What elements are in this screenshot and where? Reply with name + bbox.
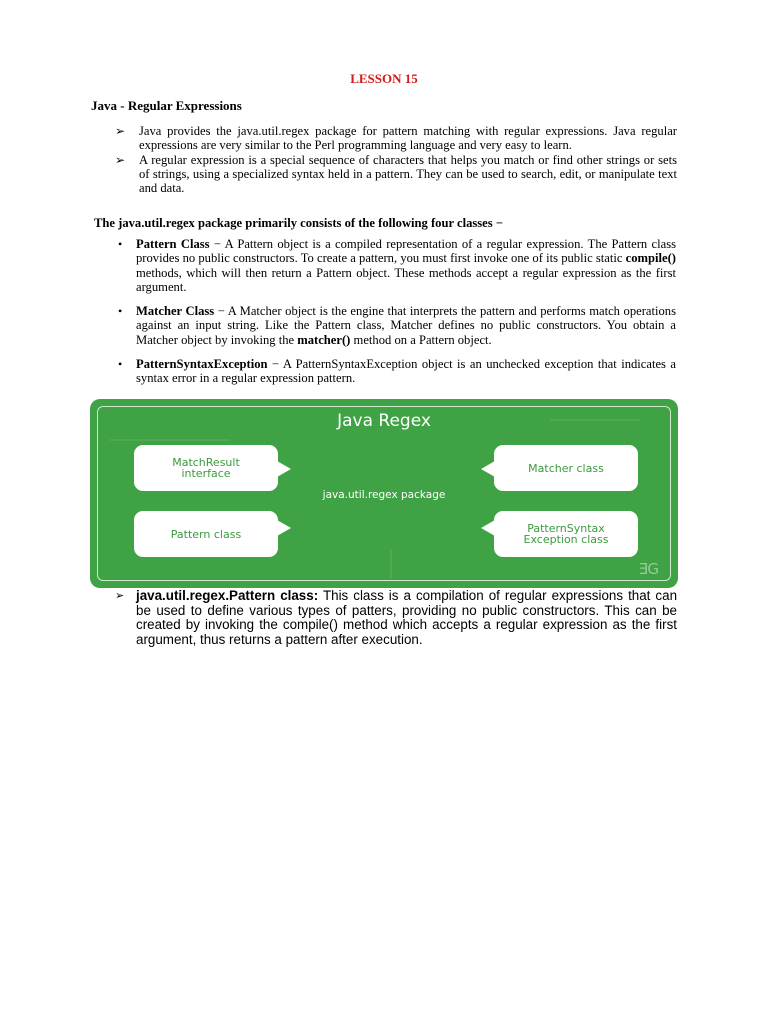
pattern-syntax-exception-box bbox=[494, 511, 638, 557]
method-name: matcher() bbox=[297, 332, 351, 347]
arrow-bullet-icon: ➢ bbox=[115, 124, 126, 138]
pattern-class-box bbox=[134, 511, 278, 557]
intro-list bbox=[115, 124, 677, 195]
section-heading: Java - Regular Expressions bbox=[91, 98, 242, 113]
arrow-bullet-icon: ➢ bbox=[115, 152, 126, 167]
class-separator: − bbox=[267, 357, 283, 372]
class-name: Pattern Class bbox=[136, 237, 210, 251]
diagram-title: Java Regex bbox=[337, 411, 431, 431]
intro-point bbox=[115, 124, 677, 153]
lesson-title: LESSON 15 bbox=[350, 71, 418, 86]
pattern-class-label: Pattern class bbox=[170, 527, 242, 541]
pattern-class-heading: java.util.regex.Pattern class: bbox=[136, 588, 319, 603]
class-item-pattern-syntax-exception bbox=[118, 357, 676, 386]
pattern-class-point bbox=[115, 589, 677, 647]
class-description: A Pattern object is a compiled representation of a regular expression. The Pattern class provides no public constructors. To create a pattern, you must first invoke one of its public static bbox=[136, 237, 676, 266]
class-description-end: method on a Pattern object. bbox=[350, 332, 492, 347]
method-name: compile() bbox=[625, 251, 676, 266]
class-item-pattern bbox=[118, 237, 676, 294]
class-separator: − bbox=[209, 237, 225, 251]
pattern-class-list bbox=[115, 589, 677, 647]
match-result-label: MatchResult interface bbox=[172, 456, 240, 480]
bullet-icon: • bbox=[118, 237, 123, 251]
arrow-pointer-icon bbox=[277, 520, 291, 536]
bullet-icon: • bbox=[118, 304, 123, 319]
class-description-end: methods, which will then return a Pattern object. These methods accept a regular expression as the first argument. bbox=[136, 265, 676, 294]
matcher-class-label: Matcher class bbox=[528, 461, 604, 475]
classes-heading: The java.util.regex package primarily consists of the following four classes − bbox=[94, 216, 503, 230]
arrow-pointer-icon bbox=[481, 461, 495, 477]
class-name: Matcher Class bbox=[136, 304, 215, 319]
arrow-bullet-icon: ➢ bbox=[115, 589, 125, 602]
intro-point-text: A regular expression is a special sequence of characters that helps you match or find other strings or sets of strings, using a specialized syntax held in a pattern. They can be used to search, edit, or manipulate text and data. bbox=[139, 152, 677, 196]
pattern-class-text: This class is a compilation of regular expressions that can be used to define various types of patters, providing no public constructors. This can be created by invoking the compile() method which accepts a regular expression as the first argument, thus returns a pattern after execution. bbox=[136, 588, 678, 647]
intro-point-text: Java provides the java.util.regex package for pattern matching with regular expressions. Java regular expressions are very similar to the Perl programming language and very easy to learn. bbox=[139, 124, 677, 153]
class-description: A PatternSyntaxException object is an unchecked exception that indicates a syntax error in a regular expression pattern. bbox=[136, 357, 676, 386]
diagram-center-label: java.util.regex package bbox=[322, 489, 446, 501]
class-description: A Matcher object is the engine that interprets the pattern and performs match operations against an input string. Like the Pattern class, Matcher defines no public constructors. You obtain a Matcher object by invoking the bbox=[136, 304, 676, 347]
class-separator: − bbox=[214, 304, 228, 319]
java-regex-diagram bbox=[90, 399, 678, 588]
class-item-matcher bbox=[118, 304, 676, 347]
matcher-class-box bbox=[494, 445, 638, 491]
arrow-pointer-icon bbox=[481, 520, 495, 536]
match-result-box bbox=[134, 445, 278, 491]
bullet-icon: • bbox=[118, 357, 123, 372]
classes-list bbox=[118, 237, 676, 396]
intro-point bbox=[115, 153, 677, 196]
arrow-pointer-icon bbox=[277, 461, 291, 477]
gg-logo-icon: ƎG bbox=[638, 560, 658, 578]
pattern-syntax-exception-label: PatternSyntax Exception class bbox=[523, 522, 609, 546]
class-name: PatternSyntaxException bbox=[136, 357, 268, 372]
